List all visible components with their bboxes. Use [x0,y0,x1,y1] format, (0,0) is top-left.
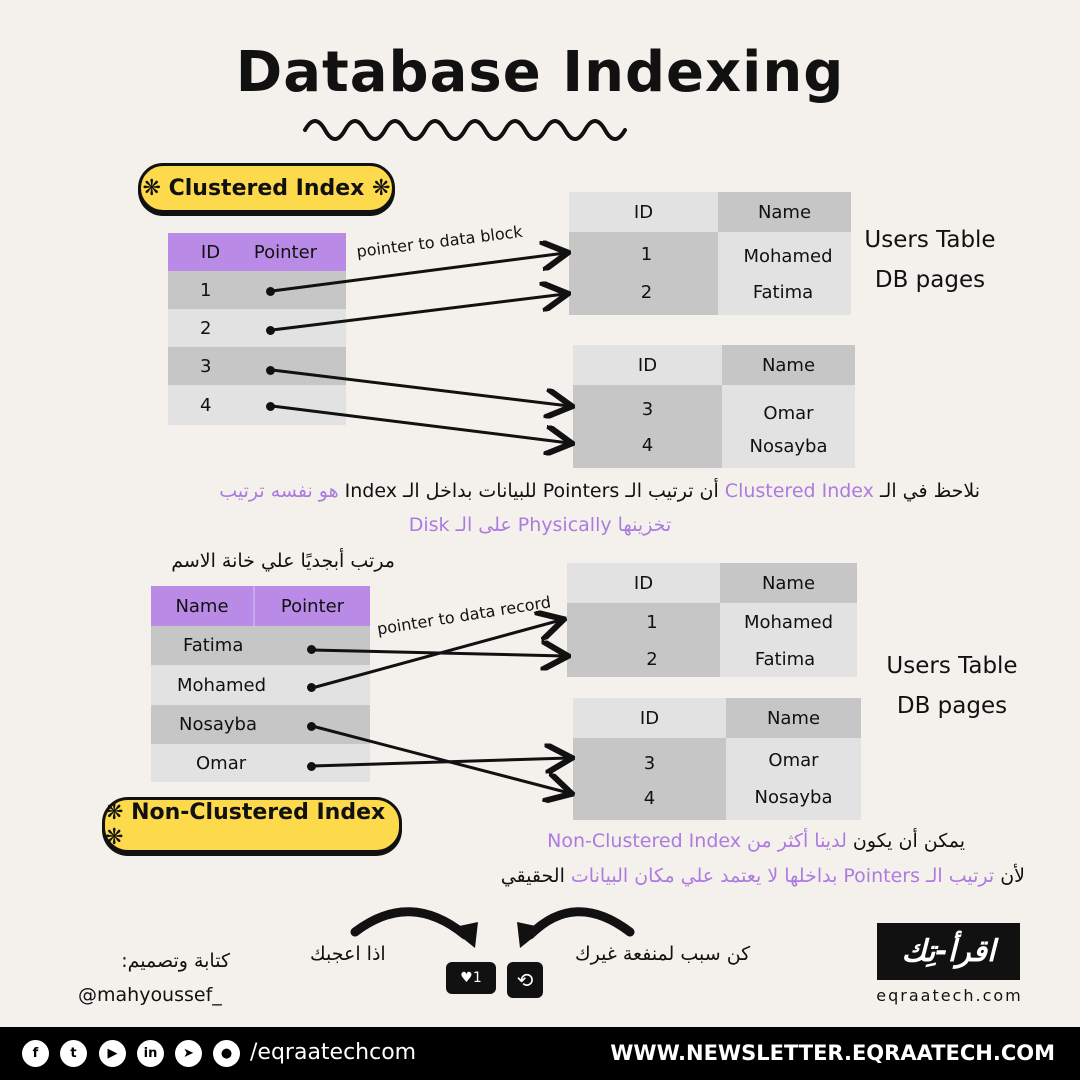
index-row: Fatima [151,626,370,665]
arrow [272,370,569,406]
header-name: Name [722,345,855,385]
cell-name: Nosayba [754,786,833,808]
header-name: Name [720,563,857,603]
note-highlight: لدينا أكثر من Non-Clustered Index [547,830,847,852]
note-text: يمكن أن يكون [846,830,965,852]
label-line: Users Table [886,653,1018,679]
heart-icon: ♥ [460,970,473,986]
cell-id: 4 [643,787,656,809]
cell-id: 2 [646,648,658,670]
header-name: Name [151,586,255,626]
arrow-label: pointer to data block [355,221,524,262]
index-row: Mohamed [151,665,370,705]
index-row: 4 [168,385,346,425]
nonclustered-index-badge: ❋ Non-Clustered Index ❋ [102,797,402,853]
note-text: أن ترتيب الـ Pointers للبيانات بداخل الـ Index [338,480,725,502]
cell-id: 2 [640,281,653,303]
arrow [272,253,565,291]
label-line: DB pages [874,267,986,293]
newsletter-url[interactable]: WWW.NEWSLETTER.EQRAATECH.COM [610,1041,1055,1065]
cell-name: Omar [763,402,814,424]
clustered-note-line2: تخزينها Physically على الـ Disk [408,514,672,536]
page-title: Database Indexing [235,40,845,105]
arrow-label: pointer to data record [375,592,553,639]
header-id: ID [573,698,726,738]
note-text: لأن [994,865,1025,887]
cell-name: Fatima [752,281,814,303]
note-text: الحقيقي [500,865,571,887]
sorted-note: مرتب أبجديًا علي خانة الاسم [171,550,395,572]
label-line: DB pages [896,693,1008,719]
twitter-icon[interactable]: t [60,1040,87,1067]
linkedin-icon[interactable]: in [137,1040,164,1067]
header-name: Name [726,698,861,738]
index-row: 1 [168,271,346,309]
facebook-icon[interactable]: f [22,1040,49,1067]
logo-site: eqraatech.com [876,986,1023,1005]
cell-name: Omar [768,749,819,771]
index-row: 2 [168,309,346,347]
header-name: Name [718,192,851,232]
like-button[interactable] [446,962,496,994]
share-cta: كن سبب لمنفعة غيرك [575,943,751,965]
telegram-icon[interactable]: ➤ [175,1040,202,1067]
youtube-icon[interactable]: ▶ [99,1040,126,1067]
arrow [272,294,565,330]
header-id: ID [573,345,722,385]
retweet-button[interactable] [507,962,543,998]
cell-id: 1 [640,243,653,265]
cell-name: Mohamed [743,245,833,267]
social-handle[interactable]: /eqraatechcom [250,1040,417,1065]
header-pointer: Pointer [253,241,318,263]
like-cta: اذا اعجبك [310,943,386,965]
label-line: Users Table [864,227,996,253]
note-highlight: هو نفسه ترتيب [219,480,339,502]
cell-name: Nosayba [749,435,828,457]
logo: اقرأ-تِك [877,923,1020,980]
header-pointer: Pointer [280,595,345,617]
cell-id: 3 [641,398,654,420]
credits-label: كتابة وتصميم: [121,950,230,972]
note-text: نلاحظ في الـ [873,480,980,502]
index-row: Omar [151,744,370,782]
curved-arrow-like [355,912,465,935]
header-id: ID [569,192,718,232]
footer-bar [0,1027,1080,1080]
clustered-index-badge: ❋ Clustered Index ❋ [138,163,395,213]
github-icon[interactable]: ● [213,1040,240,1067]
cell-name: Fatima [754,648,816,670]
like-count: 1 [472,970,482,986]
note-highlight: ترتيب الـ Pointers بداخلها لا يعتمد علي مكان البيانات [570,865,995,887]
credits-handle: @mahyoussef_ [78,984,222,1006]
index-row: Nosayba [151,705,370,744]
retweet-icon: ⟲ [516,968,534,992]
arrow [272,406,569,443]
cell-id: 1 [646,611,658,633]
cell-id: 4 [641,434,654,456]
cell-name: Mohamed [743,611,833,633]
curved-arrow-share [530,912,630,935]
index-row: 3 [168,347,346,385]
note-highlight: Clustered Index [724,480,874,502]
header-id: ID [567,563,720,603]
cell-id: 3 [643,752,656,774]
header-id: ID [200,241,221,263]
